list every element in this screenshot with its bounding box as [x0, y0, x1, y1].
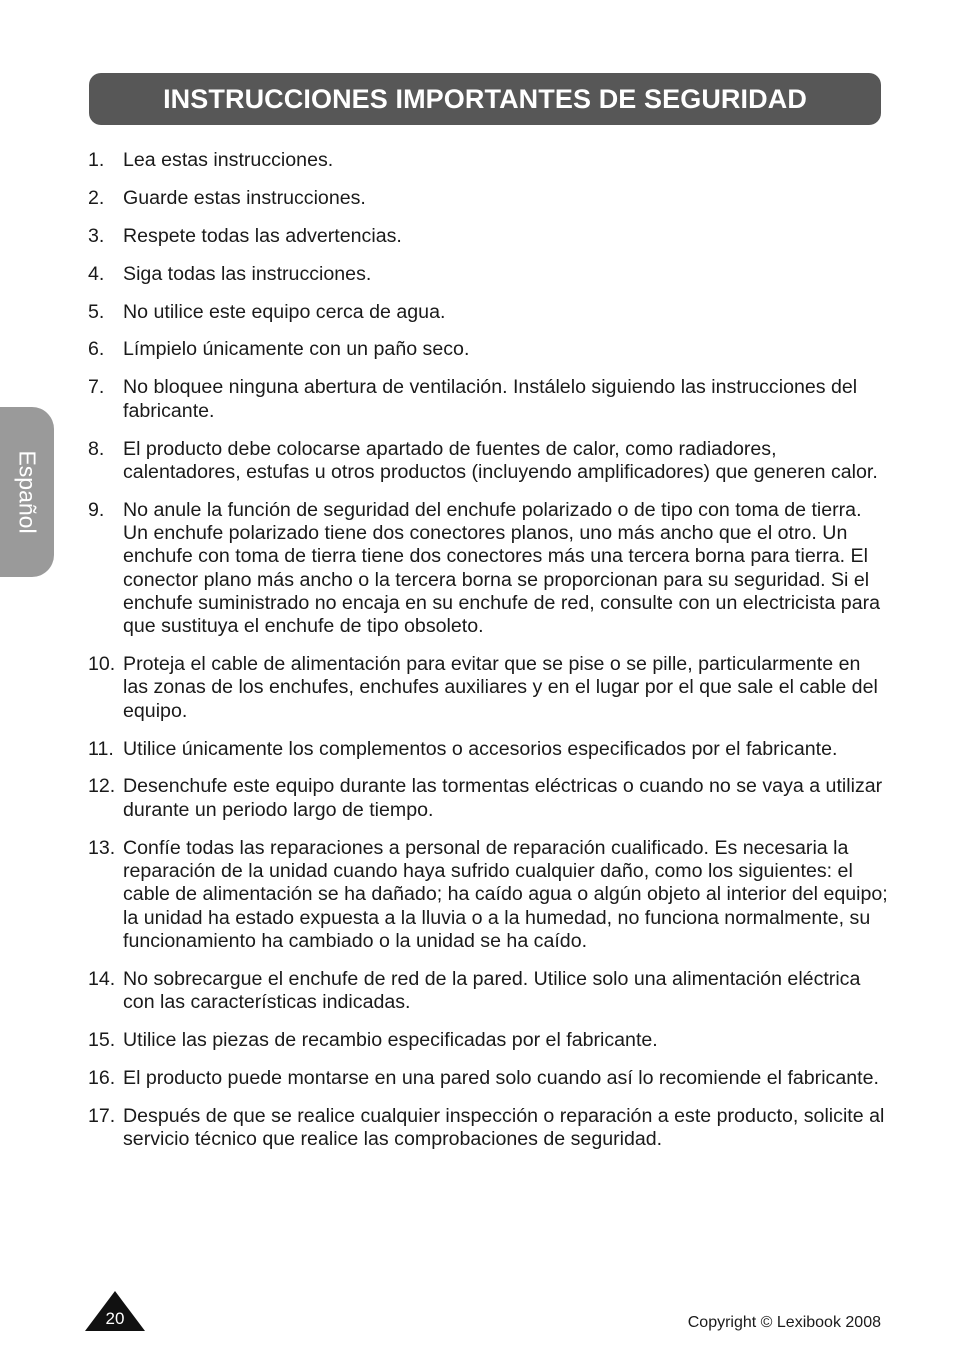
item-number: 13. [88, 836, 116, 859]
item-number: 7. [88, 376, 105, 399]
copyright-notice: Copyright © Lexibook 2008 [687, 1314, 881, 1331]
item-number: 3. [88, 224, 105, 247]
item-text: Utilice únicamente los complementos o accesorios especificados por el fabricante. [123, 737, 838, 760]
list-item [88, 1105, 888, 1152]
list-item [88, 653, 888, 723]
list-item [88, 1029, 888, 1052]
item-text: No anule la función de seguridad del enchufe polarizado o de tipo con toma de tierra. Un enchufe polarizado tiene dos conectores planos, uno más ancho que el otro. Un enchufe con toma de tierra tiene dos conectores más una tercera borna para tierra. El conector plano más ancho o la tercera borna se proporcionan para su seguridad. Si el enchufe suministrado no encaja en su enchufe de red, consulte con un electricista para que sustituya el enchufe de tipo obsoleto. [123, 498, 881, 638]
list-item [88, 149, 888, 172]
item-text: No utilice este equipo cerca de agua. [123, 300, 446, 323]
list-item [88, 301, 888, 324]
list-item [88, 738, 888, 761]
item-number: 12. [88, 775, 116, 798]
item-text: No bloquee ninguna abertura de ventilación. Instálelo siguiendo las instrucciones del fabricante. [123, 376, 858, 422]
list-item [88, 376, 888, 423]
item-number: 10. [88, 653, 116, 676]
item-number: 2. [88, 186, 105, 209]
list-item [88, 499, 888, 639]
item-text: Siga todas las instrucciones. [123, 262, 372, 285]
list-item [88, 338, 888, 361]
item-text: Respete todas las advertencias. [123, 224, 402, 247]
page-title: INSTRUCCIONES IMPORTANTES DE SEGURIDAD [163, 83, 807, 114]
item-text: Límpielo únicamente con un paño seco. [123, 338, 470, 361]
item-number: 1. [88, 149, 105, 171]
list-item [88, 1067, 888, 1090]
item-number: 9. [88, 498, 105, 521]
item-number: 11. [88, 737, 114, 760]
item-number: 17. [88, 1104, 116, 1127]
item-text: No sobrecargue el enchufe de red de la pared. Utilice solo una alimentación eléctrica con las características indicadas. [123, 967, 861, 1014]
language-tab [0, 407, 54, 577]
item-number: 4. [88, 262, 105, 285]
item-text: El producto debe colocarse apartado de fuentes de calor, como radiadores, calentadores, estufas u otros productos (incluyendo amplificadores) que generen calor. [123, 437, 878, 483]
list-item [88, 968, 888, 1015]
list-item [88, 225, 888, 248]
list-item [88, 438, 888, 485]
item-text: Utilice las piezas de recambio especificadas por el fabricante. [123, 1028, 658, 1051]
item-text: Confíe todas las reparaciones a personal de reparación cualificado. Es necesaria la reparación de la unidad cuando haya sufrido cualquier daño, como los siguientes: el cable de alimentación se ha dañado; ha caído agua o algún objeto al interior del equipo; la unidad ha estado expuesta a la lluvia o a la humedad, no funciona normalmente, su funcionamiento ha cambiado o la unidad se ha caído. [123, 836, 888, 952]
list-item [88, 775, 888, 822]
item-number: 5. [88, 300, 105, 323]
item-text: El producto puede montarse en una pared solo cuando así lo recomiende el fabricante. [123, 1066, 879, 1089]
language-tab-label: Español [14, 450, 41, 534]
page-number: 20 [105, 1309, 125, 1328]
item-number: 8. [88, 437, 105, 460]
safety-instructions-list [88, 149, 888, 1166]
item-number: 6. [88, 338, 105, 361]
item-text: Proteja el cable de alimentación para evitar que se pise o se pille, particularmente en las zonas de los enchufes, enchufes auxiliares y en el lugar por el que sale el cable del equipo. [123, 653, 878, 722]
list-item [88, 837, 888, 953]
list-item [88, 263, 888, 286]
item-number: 16. [88, 1066, 116, 1089]
item-text: Lea estas instrucciones. [123, 149, 334, 171]
list-item [88, 187, 888, 210]
item-number: 15. [88, 1028, 116, 1051]
item-text: Desenchufe este equipo durante las tormentas eléctricas o cuando no se vaya a utilizar durante un periodo largo de tiempo. [123, 775, 883, 821]
item-text: Guarde estas instrucciones. [123, 186, 366, 209]
item-text: Después de que se realice cualquier inspección o reparación a este producto, solicite al servicio técnico que realice las comprobaciones de seguridad. [123, 1104, 885, 1150]
item-number: 14. [88, 967, 116, 990]
section-header [89, 73, 881, 125]
